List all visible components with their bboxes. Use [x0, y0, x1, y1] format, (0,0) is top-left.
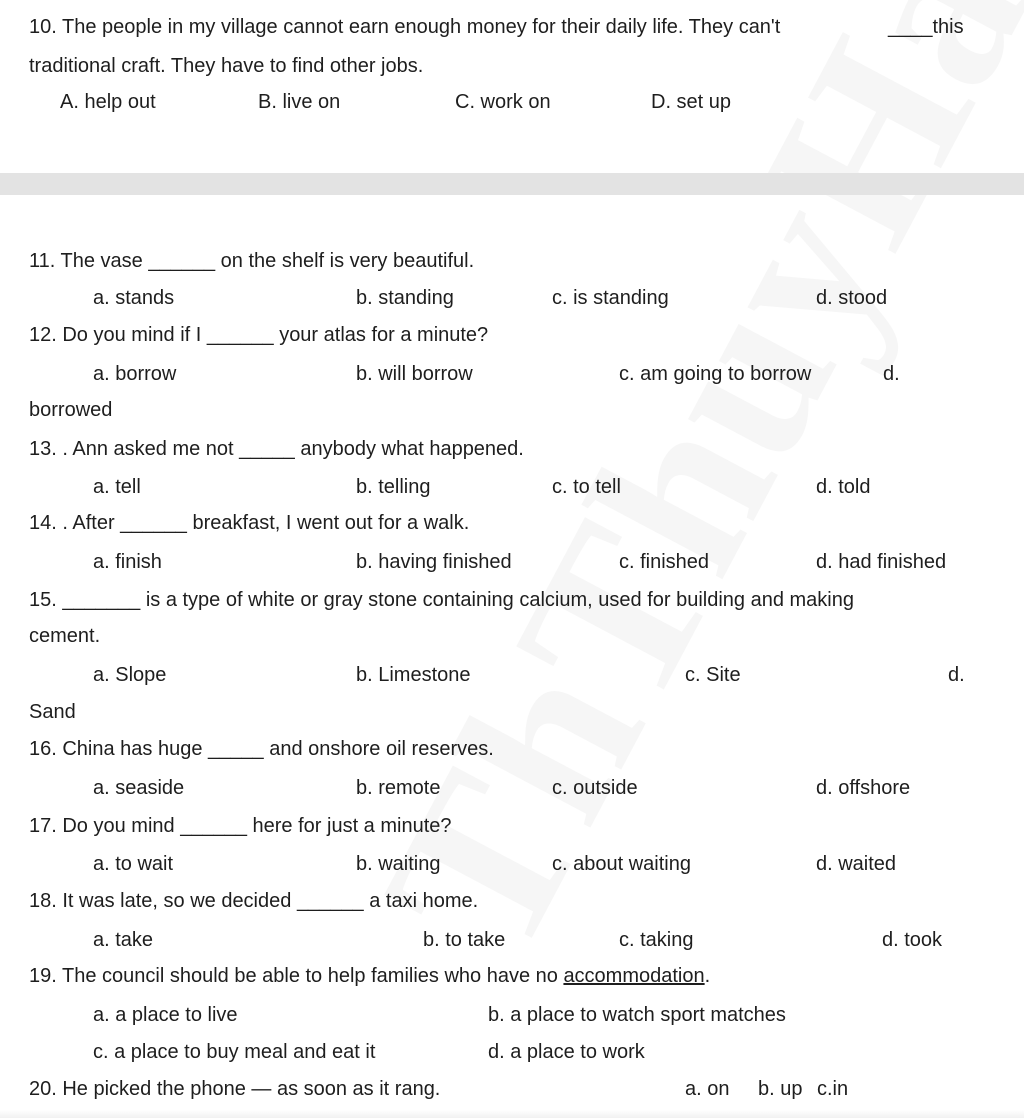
q14-stem-post: breakfast, I went out for a walk. [192, 512, 470, 534]
q17-option-a: a. to wait [93, 853, 174, 875]
q18-option-b: b. to take [423, 929, 506, 951]
q13-option-b: b. telling [356, 476, 431, 498]
q10-stem-line2: traditional craft. They have to find other jobs. [29, 55, 424, 77]
q15-option-a: a. Slope [93, 664, 167, 686]
q11-option-d: d. stood [816, 287, 888, 309]
q12-stem-pre: 12. Do you mind if I [29, 324, 202, 346]
q12-blank: ______ [206, 324, 274, 346]
q19-option-a: a. a place to live [93, 1004, 238, 1026]
q18-option-c: c. taking [619, 929, 694, 951]
q17-stem-post: here for just a minute? [252, 815, 452, 837]
q15-option-d-label: d. [948, 664, 965, 686]
q19-option-d: d. a place to work [488, 1041, 645, 1063]
q13-option-d: d. told [816, 476, 871, 498]
q18-option-d: d. took [882, 929, 943, 951]
q20-option-a: a. on [685, 1078, 730, 1100]
q14-stem [29, 511, 469, 535]
q10-option-b: B. live on [258, 91, 341, 113]
q10-stem-line1: 10. The people in my village cannot earn enough money for their daily life. They can't [29, 16, 781, 38]
q11-blank: ______ [148, 250, 216, 272]
watermark [330, 0, 1024, 994]
q11-option-b: b. standing [356, 287, 454, 309]
q11-option-c: c. is standing [552, 287, 669, 309]
q19-stem-pre: 19. The council should be able to help families who have no [29, 965, 558, 987]
q14-option-b: b. having finished [356, 551, 512, 573]
q15-blank: _______ [62, 589, 141, 611]
q15-option-b: b. Limestone [356, 664, 471, 686]
q17-stem-pre: 17. Do you mind [29, 815, 175, 837]
q13-option-a: a. tell [93, 476, 141, 498]
q11-stem-pre: 11. The vase [29, 250, 143, 272]
q19-option-b: b. a place to watch sport matches [488, 1004, 786, 1026]
q19-option-c: c. a place to buy meal and eat it [93, 1041, 376, 1063]
q13-stem [29, 437, 524, 461]
q12-option-b: b. will borrow [356, 363, 473, 385]
q20-option-b: b. up [758, 1078, 803, 1100]
q12-option-c: c. am going to borrow [619, 363, 812, 385]
q13-stem-pre: 13. . Ann asked me not [29, 438, 234, 460]
q19-stem [29, 964, 710, 988]
q10-option-a: A. help out [60, 91, 156, 113]
q14-option-c: c. finished [619, 551, 710, 573]
q18-stem-post: a taxi home. [369, 890, 479, 912]
q15-stem-post: is a type of white or gray stone containing calcium, used for building and making [145, 589, 854, 611]
q10-option-d: D. set up [651, 91, 732, 113]
q17-blank: ______ [180, 815, 247, 837]
q16-option-d: d. offshore [816, 777, 911, 799]
q16-option-a: a. seaside [93, 777, 185, 799]
q10-option-c: C. work on [455, 91, 551, 113]
q16-blank: _____ [208, 738, 264, 760]
q14-stem-pre: 14. . After [29, 512, 115, 534]
q13-option-c: c. to tell [552, 476, 621, 498]
q16-stem-post: and onshore oil reserves. [269, 738, 494, 760]
q12-option-d-text: borrowed [29, 399, 113, 421]
q17-option-c: c. about waiting [552, 853, 691, 875]
q10-blank: ____this [888, 16, 964, 38]
q16-stem-pre: 16. China has huge [29, 738, 203, 760]
q15-stem [29, 588, 854, 612]
q14-option-a: a. finish [93, 551, 162, 573]
q19-underlined-word: accommodation [563, 965, 705, 987]
q16-option-c: c. outside [552, 777, 638, 799]
q18-blank: ______ [296, 890, 364, 912]
q12-stem-post: your atlas for a minute? [279, 324, 489, 346]
q12-option-d-label: d. [883, 363, 900, 385]
q16-stem [29, 737, 494, 761]
q15-stem-line2: cement. [29, 625, 101, 647]
q13-blank: _____ [239, 438, 295, 460]
section-divider [0, 173, 1024, 195]
q18-stem [29, 889, 478, 913]
q18-stem-pre: 18. It was late, so we decided [29, 890, 292, 912]
q14-blank: ______ [120, 512, 187, 534]
q18-option-a: a. take [93, 929, 154, 951]
q16-option-b: b. remote [356, 777, 441, 799]
q15-option-d-text: Sand [29, 701, 76, 723]
q20-stem: 20. He picked the phone — as soon as it rang. [29, 1078, 441, 1100]
q11-stem [29, 249, 474, 273]
q14-option-d: d. had finished [816, 551, 947, 573]
q11-stem-post: on the shelf is very beautiful. [220, 250, 475, 272]
q15-option-c: c. Site [685, 664, 741, 686]
q17-option-d: d. waited [816, 853, 897, 875]
q17-option-b: b. waiting [356, 853, 441, 875]
q13-stem-post: anybody what happened. [300, 438, 524, 460]
page-bottom-edge [0, 1110, 1024, 1118]
q20-option-c: c.in [817, 1078, 849, 1100]
q12-stem [29, 323, 488, 347]
q15-stem-pre: 15. [29, 589, 57, 611]
q17-stem [29, 814, 452, 838]
q11-option-a: a. stands [93, 287, 175, 309]
q12-option-a: a. borrow [93, 363, 177, 385]
q19-stem-post: . [704, 965, 711, 987]
